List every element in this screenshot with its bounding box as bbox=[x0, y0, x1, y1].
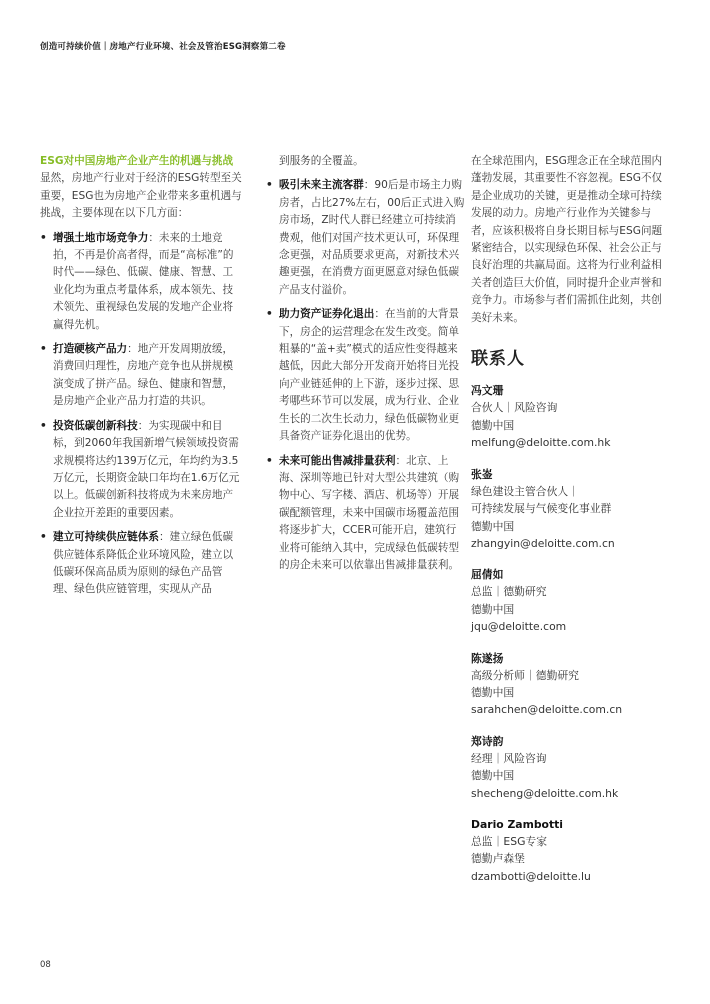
contact-office: 德勤中国 bbox=[471, 519, 515, 533]
item-lead: 打造硬核产品力 bbox=[53, 343, 128, 356]
item-text: ：未来的土地竞拍，不再是价高者得，而是“高标准”的时代——绿色、低碳、健康、智慧、工业化均为重点考量体系，成本领先、技术领先、重视绿色发展的发地产企业将赢得先机。 bbox=[53, 231, 234, 331]
item-continuation: 到服务的全覆盖。 bbox=[279, 155, 364, 167]
list-item bbox=[40, 418, 242, 522]
item-text: ：为实现碳中和目标，到2060年我国新增气候领域投资需求规模将达约139万亿元，年均约为3.5万亿元，长期资金缺口年均在1.6万亿元以上。低碳创新科技将成为未来房地产企业拉开差距的重要因素。 bbox=[53, 419, 240, 519]
intro-paragraph: 显然，房地产行业对于经济的ESG转型至关重要，ESG也为房地产企业带来多重机遇与挑战，主要体现在以下几方面： bbox=[40, 172, 242, 220]
contact-office: 德勤中国 bbox=[471, 685, 515, 699]
contact-office: 德勤中国 bbox=[471, 418, 515, 432]
contact-title: 绿色建设主管合伙人｜ bbox=[471, 484, 579, 498]
column-left bbox=[40, 153, 242, 606]
section-heading: ESG对中国房地产企业产生的机遇与挑战 bbox=[40, 155, 234, 167]
contacts-list bbox=[471, 382, 671, 885]
list-item bbox=[40, 529, 242, 599]
contact-email[interactable]: sarahchen@deloitte.com.cn bbox=[471, 703, 623, 717]
column-right bbox=[471, 153, 671, 899]
item-text: ：90后是市场主力购房者，占比27%左右，00后正式进入购房市场，Z时代人群已经建立可持续消费观，他们对国产技术更认可，环保理念更强，对品质要求更高，对新技术兴趣更强，在消费方面更愿意对绿色低碳产品支付溢价。 bbox=[279, 179, 465, 296]
opportunity-list bbox=[40, 230, 242, 599]
item-text: ：在当前的大背景下，房企的运营理念在发生改变。简单粗暴的“盖+卖”模式的适应性变得越来越低，因此大部分开发商开始将目光投向产业链延伸的上下游，逐步过探、思考哪些环节可以发展，成为行业、企业生长的二次生长动力，绿色低碳物业更具备资产证券化退出的优势。 bbox=[279, 308, 460, 443]
contact-email[interactable]: jqu@deloitte.com bbox=[471, 620, 567, 634]
list-item bbox=[40, 341, 242, 411]
contact-name: 郑诗韵 bbox=[471, 734, 504, 748]
list-item bbox=[266, 177, 466, 299]
running-header: 创造可持续价值｜房地产行业环境、社会及管治ESG洞察第二卷 bbox=[40, 42, 286, 52]
contact-name: 陈遂扬 bbox=[471, 651, 504, 665]
item-text: ：北京、上海、深圳等地已针对大型公共建筑（购物中心、写字楼、酒店、机场等）开展碳配额管理，未来中国碳市场覆盖范围将逐步扩大，CCER可能开启，建筑行业将可能纳入其中，完成绿色低碳转型的房企未来可以依靠出售减排量获利。 bbox=[279, 454, 460, 571]
contact-office: 德勤中国 bbox=[471, 602, 515, 616]
contact-department: 可持续发展与气候变化事业群 bbox=[471, 502, 612, 516]
list-item bbox=[40, 230, 242, 334]
item-text: ：地产开发周期放缓，消费回归理性，房地产竞争也从拼规模演变成了拼产品。绿色、健康和智慧，是房地产企业产品力打造的共识。 bbox=[53, 343, 234, 408]
list-item bbox=[266, 306, 466, 445]
contact-email[interactable]: shecheng@deloitte.com.hk bbox=[471, 786, 619, 800]
list-item bbox=[266, 453, 466, 575]
item-lead: 增强土地市场竞争力 bbox=[53, 231, 149, 244]
page-number: 08 bbox=[40, 960, 51, 970]
opportunity-list-continued bbox=[266, 177, 466, 574]
contact-email[interactable]: zhangyin@deloitte.com.cn bbox=[471, 536, 615, 550]
contact-name: 冯文珊 bbox=[471, 384, 504, 398]
contact-title: 总监｜德勤研究 bbox=[471, 585, 547, 599]
item-lead: 建立可持续供应链体系 bbox=[53, 531, 159, 544]
column-middle bbox=[266, 153, 466, 581]
contact-card bbox=[471, 650, 671, 719]
item-lead: 吸引未来主流客群 bbox=[279, 179, 364, 192]
contact-card bbox=[471, 816, 671, 885]
contact-card bbox=[471, 466, 671, 553]
contact-email[interactable]: dzambotti@deloitte.lu bbox=[471, 869, 591, 883]
item-lead: 未来可能出售减排量获利 bbox=[279, 454, 396, 467]
conclusion-paragraph: 在全球范围内，ESG理念正在全球范围内蓬勃发展，其重要性不容忽视。ESG不仅是企业成功的关键，更是推动全球可持续发展的动力。房地产行业作为关键参与者，应该积极将自身长期目标与ESG问题紧密结合，以实现绿色环保、社会公正与良好治理的共赢局面。这将为行业利益相关者创造巨大价值，同时提升企业声誉和竞争力。市场参与者们需抓住此刻，共创美好未来。 bbox=[471, 155, 663, 324]
contact-title: 高级分析师｜德勤研究 bbox=[471, 668, 579, 682]
item-lead: 助力资产证券化退出 bbox=[279, 308, 375, 321]
contact-office: 德勤卢森堡 bbox=[471, 852, 525, 866]
contact-card bbox=[471, 733, 671, 802]
contact-email[interactable]: melfung@deloitte.com.hk bbox=[471, 436, 611, 450]
contacts-title: 联系人 bbox=[471, 349, 525, 370]
contact-name: Dario Zambotti bbox=[471, 817, 563, 831]
contact-name: 张崟 bbox=[471, 467, 493, 481]
contact-office: 德勤中国 bbox=[471, 769, 515, 783]
item-lead: 投资低碳创新科技 bbox=[53, 419, 138, 432]
contact-name: 屈倩如 bbox=[471, 568, 504, 582]
item-text: ：建立绿色低碳供应链体系降低企业环境风险，建立以低碳环保高品质为原则的绿色产品管理、绿色供应链管理，实现从产品 bbox=[53, 531, 234, 596]
contact-card bbox=[471, 382, 671, 451]
contact-card bbox=[471, 566, 671, 635]
contact-title: 总监｜ESG专家 bbox=[471, 834, 548, 848]
contact-title: 经理｜风险咨询 bbox=[471, 751, 547, 765]
contact-title: 合伙人｜风险咨询 bbox=[471, 401, 558, 415]
